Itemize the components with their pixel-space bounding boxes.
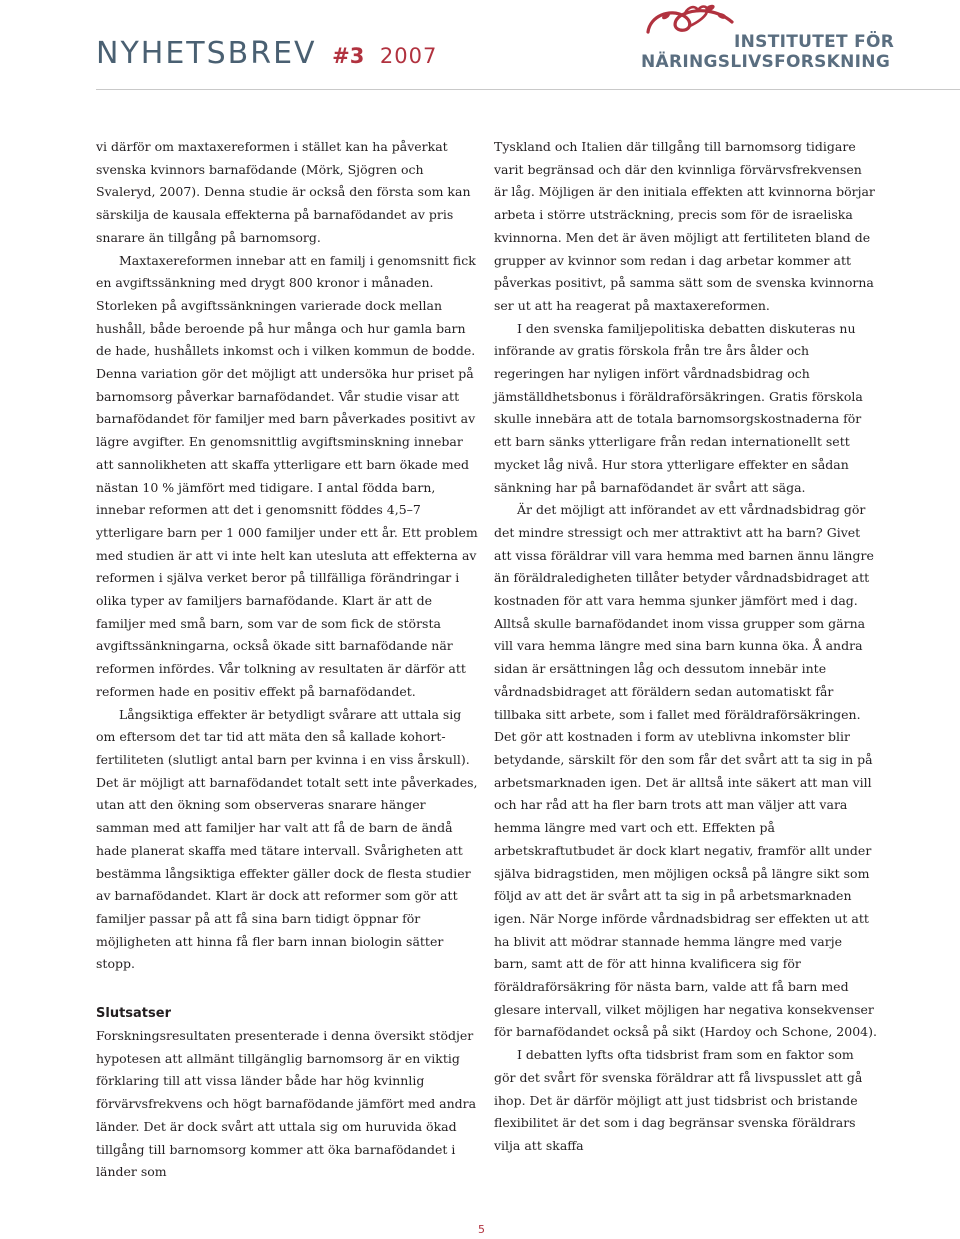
section-heading-slutsatser: Slutsatser bbox=[96, 1006, 171, 1022]
right-paragraph-3: Är det möjligt att införandet av ett vårdnadsbidrag gör det mindre stressigt och mer attraktivt att ha barn? Givet att vissa föräldrar vill vara hemma med barnen ännu längre än föräldraledigheten tillåter betyder vårdnadsbidraget att kostnaden för att vara hemma sjunker jämfört med i dag. Alltså skulle barnafödandet inom vissa grupper som gärna vill vara hemma längre med sina barn kunna öka. Å andra sidan är ersättningen låg och dessutom innebär inte vårdnadsbidraget att föräldern sedan automatiskt får tillbaka sitt arbete, som i fallet med föräldraförsäkringen. Det gör att kostnaden i form av uteblivna inkomster blir betydande, särskilt för den som får det svårt att ta sig in på arbetsmarknaden igen. Det är alltså inte säkert att man vill och har råd att ha fler barn trots att man väljer att vara hemma längre med vart och ett. Effekten på arbetskraftutbudet är dock klart negativ, framför allt under själva bidragstiden, men möjligen också på längre sikt som följd av att det är svårt att ta sig in på arbetsmarknaden igen. När Norge införde vårdnadsbidrag ser effekten ut att ha blivit att mödrar stannade hemma längre med varje barn, samt att de för att hinna kvalificera sig för föräldraförsäkring för nästa barn, valde att få barn med glesare intervall, vilket möjligen har negativa konsekvenser för barnafödandet också på sikt (Hardoy och Schone, 2004). bbox=[494, 502, 877, 1040]
logo-text-line2: NÄRINGSLIVSFORSKNING bbox=[641, 52, 891, 72]
newsletter-title: NYHETSBREV bbox=[96, 36, 317, 71]
left-paragraph-1: vi därför om maxtaxereformen i stället kan ha påverkat svenska kvinnors barnafödande (Mörk, Sjögren och Svaleryd, 2007). Denna studie är också den första som kan särskilja de kausala effekterna på barnafödandet av pris snarare än tillgång på barnomsorg. bbox=[96, 139, 471, 245]
left-paragraph-2: Maxtaxereformen innebar att en familj i genomsnitt fick en avgiftssänkning med drygt 800 kronor i månaden. Storleken på avgiftssänkningen varierade dock mellan hushåll, både beroende på hur många och hur gamla barn de hade, hushållets inkomst och i vilken kommun de bodde. Denna variation gör det möjligt att undersöka hur priset på barnomsorg påverkar barnafödandet. Vår studie visar att barnafödandet för familjer med barn påverkades positivt av lägre avgifter. En genomsnittlig avgiftsminskning innebar att sannolikheten att skaffa ytterligare ett barn ökade med nästan 10 % jämfört med tidigare. I antal födda barn, innebar reformen att det i genomsnitt föddes 4,5–7 ytterligare barn per 1 000 familjer under ett år. Ett problem med studien är att vi inte helt kan utesluta att effekterna av reformen i själva verket beror på tillfälliga förändringar i olika typer av familjers barnafödande. Klart är att de familjer med små barn, som var de som fick de största avgiftssänkningarna, också ökade sitt barnafödande när reformen infördes. Vår tolkning av resultaten är därför att reformen hade en positiv effekt på barnafödandet. bbox=[96, 252, 478, 699]
left-column bbox=[96, 136, 480, 1184]
right-column bbox=[494, 136, 878, 1158]
right-paragraph-4: I debatten lyfts ofta tidsbrist fram som en faktor som gör det svårt för svenska föräldrar att få livspusslet att gå ihop. Det är därför möjligt att just tidsbrist och bristande flexibilitet är det som i dag begränsar svenska föräldrars vilja att skaffa bbox=[494, 1047, 863, 1153]
newsletter-masthead bbox=[96, 36, 437, 71]
left-paragraph-4: Forskningsresultaten presenterade i denna översikt stödjer hypotesen att allmänt tillgänglig barnomsorg är en viktig förklaring till att vissa länder både har hög kvinnlig förvärvsfrekvens och högt barnafödande jämfört med andra länder. Det är dock svårt att uttala sig om huruvida ökad tillgång till barnomsorg kommer att öka barnafödandet i länder som bbox=[96, 1028, 477, 1180]
right-paragraph-2: I den svenska familjepolitiska debatten diskuteras nu införande av gratis förskola från tre års ålder och regeringen har nyligen infört vårdnadsbidrag och jämställdhetsbonus i föräldraförsäkringen. Gratis förskola skulle innebära att de totala barnomsorgskostnaderna för ett barn sänks ytterligare från redan internationellt sett mycket låg nivå. Hur stora ytterligare effekter en sådan sänkning har på barnafödandet är svårt att säga. bbox=[494, 320, 863, 495]
right-paragraph-1: Tyskland och Italien där tillgång till barnomsorg tidigare varit begränsad och där den kvinnliga förvärvsfrekvensen är låg. Möjligen är den initiala effekten att kvinnorna börjar arbeta i större utsträckning, precis som för de israeliska kvinnorna. Men det är även möjligt att fertiliteten bland de grupper av kvinnor som redan i dag arbetar kommer att påverkas positivt, på samma sätt som de svenska kvinnorna ser ut att ha reagerat på maxtaxereformen. bbox=[494, 139, 875, 313]
header-divider bbox=[96, 89, 960, 90]
left-paragraph-3: Långsiktiga effekter är betydligt svårare att uttala sig om eftersom det tar tid att mäta den så kallade kohort-fertiliteten (slutligt antal barn per kvinna i en viss årskull). Det är möjligt att barnafödandet totalt sett inte påverkades, utan att den ökning som observeras snarare hänger samman med att familjer har valt att få de barn de ändå hade planerat skaffa med tätare intervall. Svårigheten att bestämma långsiktiga effekter gäller dock de flesta studier av barnafödandet. Klart är dock att reformer som gör att familjer passar på att få sina barn tidigt öppnar för möjligheten att hinna få fler barn innan biologin sätter stopp. bbox=[96, 706, 478, 972]
issue-year: 2007 bbox=[379, 44, 438, 68]
logo-text-line1: INSTITUTET FÖR bbox=[734, 32, 895, 52]
issue-number: #3 bbox=[332, 44, 365, 68]
institute-logo[interactable] bbox=[640, 2, 895, 72]
page-number: 5 bbox=[478, 1223, 485, 1236]
